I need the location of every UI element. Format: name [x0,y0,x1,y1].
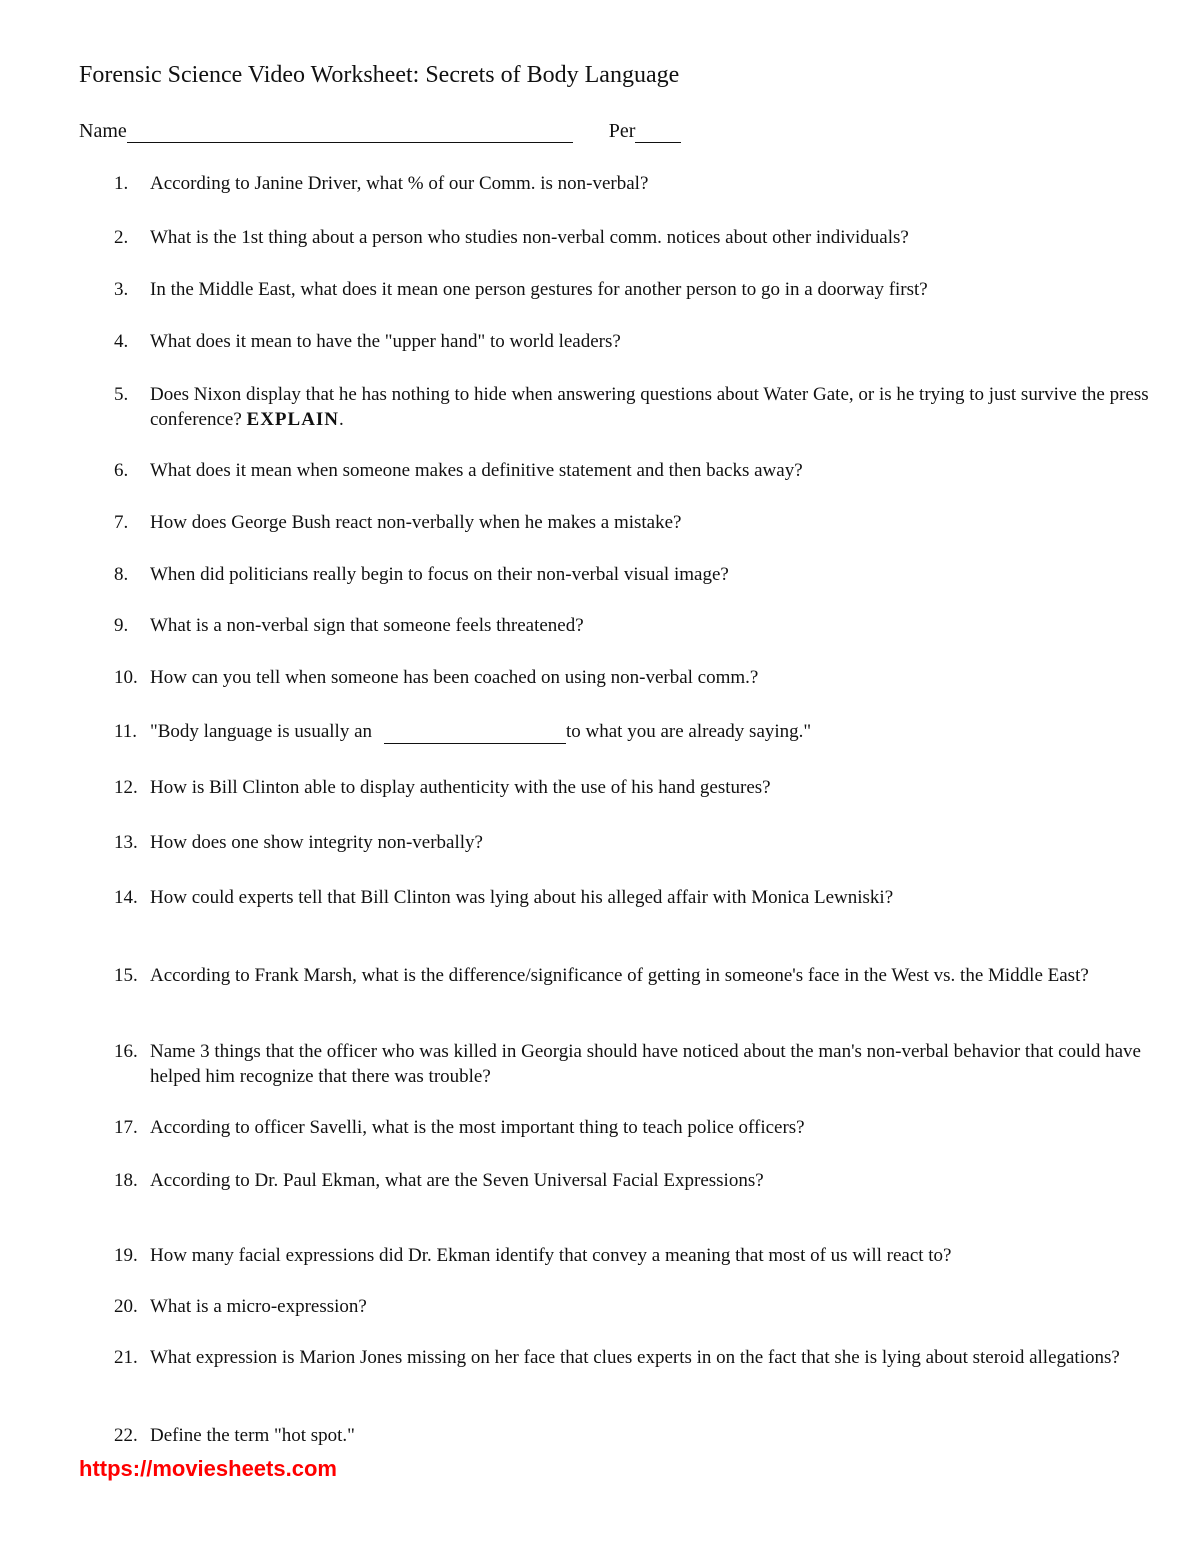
question-number: 13. [114,832,138,853]
question-text [150,1115,1154,1140]
period-label: Per [608,120,636,142]
question-text-main: What is the 1st thing about a person who studies non-verbal comm. notices about other individuals? [150,227,909,248]
question-item [114,963,1154,988]
question-text [150,171,1154,196]
question-text-main: How many facial expressions did Dr. Ekman identify that convey a meaning that most of us will react to? [150,1245,952,1266]
page-title: Forensic Science Video Worksheet: Secrets of Body Language [79,62,680,88]
question-item [114,1039,1154,1089]
question-text-main: How can you tell when someone has been coached on using non-verbal comm.? [150,667,759,688]
question-text [150,329,1154,354]
question-text-main: Name 3 things that the officer who was killed in Georgia should have noticed about the man's non-verbal behavior that could have helped him recognize that there was trouble? [150,1041,1141,1087]
question-item [114,1294,1154,1319]
question-text-main: What does it mean to have the "upper hand" to world leaders? [150,331,621,352]
question-text-main: According to Janine Driver, what % of our Comm. is non-verbal? [150,173,649,194]
question-number: 20. [114,1296,138,1317]
question-text [150,562,1154,587]
question-text-main: When did politicians really begin to focus on their non-verbal visual image? [150,564,729,585]
question-item [114,277,1154,302]
question-item [114,1168,1154,1193]
question-text [150,225,1154,250]
question-text [150,510,1154,535]
question-text-main: Does Nixon display that he has nothing to hide when answering questions about Water Gate, or is he trying to just survive the press conference? [150,384,1149,430]
question-suffix: . [339,409,344,430]
question-text [150,885,1154,910]
question-item [114,665,1154,690]
question-item [114,775,1154,800]
question-number: 19. [114,1245,138,1266]
question-item [114,830,1154,855]
question-item [114,510,1154,535]
question-item [114,225,1154,250]
question-text-main: How could experts tell that Bill Clinton was lying about his alleged affair with Monica Lewniski? [150,887,894,908]
question-number: 22. [114,1425,138,1446]
question-number: 10. [114,667,138,688]
question-item [114,329,1154,354]
question-text-main: What does it mean when someone makes a definitive statement and then backs away? [150,460,803,481]
question-number: 7. [114,512,129,533]
question-text-main: What is a micro-expression? [150,1296,367,1317]
question-number: 3. [114,279,129,300]
question-number: 16. [114,1041,138,1062]
question-number: 8. [114,564,129,585]
question-text [150,458,1154,483]
question-text [150,613,1154,638]
question-item [114,885,1154,910]
question-text-main: What expression is Marion Jones missing on her face that clues experts in on the fact that she is lying about steroid allegations? [150,1347,1120,1368]
question-item [114,1423,1154,1448]
answer-blank[interactable] [384,725,566,744]
question-item [114,1344,1154,1372]
question-item [114,1243,1154,1268]
name-label: Name [79,120,127,142]
question-number: 12. [114,777,138,798]
question-number: 17. [114,1117,138,1138]
question-item [114,719,1154,744]
question-number: 2. [114,227,129,248]
name-period-row [79,120,681,143]
question-item [114,171,1154,196]
question-text-main: How does George Bush react non-verbally when he makes a mistake? [150,512,682,533]
question-text-main: According to Dr. Paul Ekman, what are the Seven Universal Facial Expressions? [150,1170,764,1191]
question-text [150,1039,1154,1089]
question-item [114,458,1154,483]
question-number: 1. [114,173,129,194]
question-number: 15. [114,965,138,986]
question-text-main: In the Middle East, what does it mean one person gestures for another person to go in a doorway first? [150,279,928,300]
question-text [150,1423,1154,1448]
question-text [150,830,1154,855]
question-text-main: How is Bill Clinton able to display authenticity with the use of his hand gestures? [150,777,771,798]
question-number: 4. [114,331,129,352]
question-number: 11. [114,721,138,742]
question-number: 21. [114,1347,138,1368]
question-text [150,1294,1154,1319]
question-number: 6. [114,460,129,481]
question-text [150,963,1154,988]
question-text [150,719,1154,744]
question-text-main: Define the term "hot spot." [150,1425,355,1446]
period-field[interactable] [635,120,681,143]
emphasis-text: EXPLAIN [246,409,340,430]
name-field[interactable] [127,120,573,143]
question-text [150,1168,1154,1193]
question-number: 14. [114,887,138,908]
question-text [150,1344,1154,1372]
question-number: 18. [114,1170,138,1191]
question-suffix: to what you are already saying." [566,721,812,742]
question-text [150,1243,1154,1268]
question-item [114,613,1154,638]
footer-link[interactable]: https://moviesheets.com [79,1456,337,1481]
question-text-main: "Body language is usually an [150,721,372,742]
question-item [114,1115,1154,1140]
question-number: 9. [114,615,129,636]
question-text [150,277,1154,302]
question-text-main: According to officer Savelli, what is the most important thing to teach police officers? [150,1117,805,1138]
question-item [114,382,1154,432]
question-text-main: How does one show integrity non-verbally? [150,832,483,853]
question-item [114,562,1154,587]
question-text [150,665,1154,690]
question-text-main: What is a non-verbal sign that someone feels threatened? [150,615,584,636]
question-text-main: According to Frank Marsh, what is the difference/significance of getting in someone's face in the West vs. the Middle East? [150,965,1089,986]
question-text [150,775,1154,800]
question-number: 5. [114,384,129,405]
question-text [150,382,1154,432]
